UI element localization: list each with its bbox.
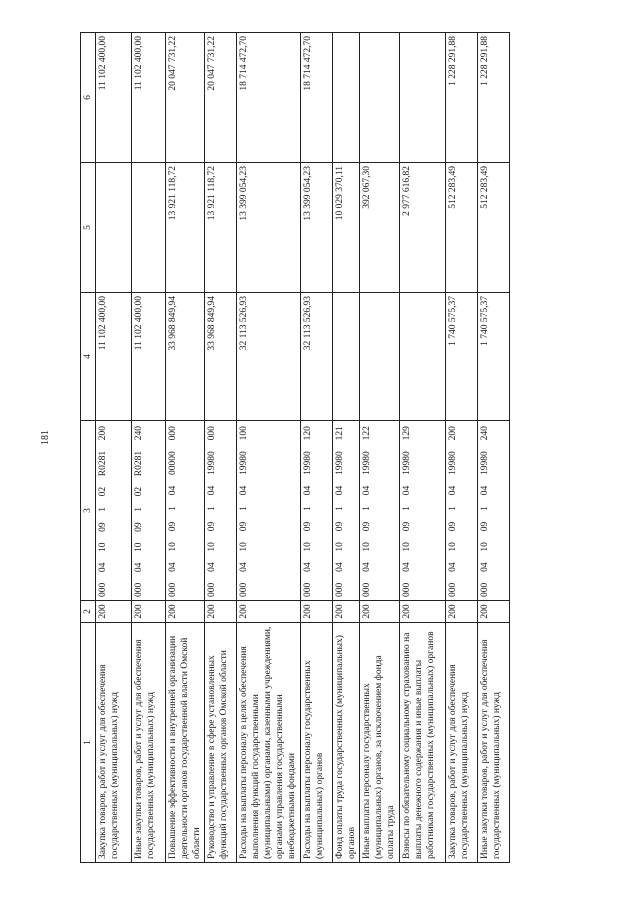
code-segment: 04 xyxy=(402,562,412,572)
code-segment: 09 xyxy=(239,521,249,532)
amount-col4 xyxy=(360,293,400,421)
code-segment: 1 xyxy=(303,506,313,511)
code-segment: 120 xyxy=(303,426,313,441)
admin-code: 200 xyxy=(333,601,360,623)
code-segments xyxy=(401,424,413,597)
code-segment: 04 xyxy=(448,485,458,496)
row-name: Иные закупки товаров, работ и услуг для обеспечения государственных (муниципальных) нужд xyxy=(132,623,166,863)
code-segment: 10 xyxy=(303,542,313,552)
code-segment: 04 xyxy=(402,485,412,496)
code-segment: 000 xyxy=(207,582,217,597)
code-segments xyxy=(479,424,491,597)
amount-col4: 11 102 400,00 xyxy=(96,293,132,421)
code-segment: 1 xyxy=(98,507,108,512)
code-segment: 04 xyxy=(335,562,345,572)
classification-code xyxy=(446,421,478,601)
amount-col5: 13 921 118,72 xyxy=(166,163,205,293)
code-segment: 04 xyxy=(303,562,313,572)
code-segment: 04 xyxy=(303,485,313,496)
code-segment: 10 xyxy=(480,542,490,552)
amount-col4: 1 740 575,37 xyxy=(446,293,478,421)
code-segment: 10 xyxy=(402,542,412,552)
amount-col6: 20 047 731,22 xyxy=(205,33,237,163)
amount-col6: 18 714 472,70 xyxy=(237,33,301,163)
table-row xyxy=(400,33,446,863)
table-row xyxy=(446,33,478,863)
code-segment: 09 xyxy=(402,521,412,532)
table-row xyxy=(301,33,333,863)
classification-code xyxy=(132,421,166,601)
code-segments xyxy=(206,424,218,597)
code-segment: 000 xyxy=(168,426,178,441)
budget-table xyxy=(80,32,510,863)
admin-code: 200 xyxy=(400,601,446,623)
amount-col4: 11 102 400,00 xyxy=(132,293,166,421)
row-name: Иные выплаты персоналу государственных (муниципальных) органов, за исключением фонда оплаты труда xyxy=(360,623,400,863)
classification-code xyxy=(205,421,237,601)
code-segment: 19980 xyxy=(402,451,412,475)
code-segment: 09 xyxy=(168,521,178,532)
code-segment: 04 xyxy=(335,485,345,496)
code-segment: 02 xyxy=(134,486,144,497)
code-segments xyxy=(167,424,179,597)
code-segment: 000 xyxy=(168,582,178,597)
code-segment: 000 xyxy=(362,582,372,597)
amount-col5: 392 067,30 xyxy=(360,163,400,293)
code-segment: 09 xyxy=(134,522,144,532)
amount-col4: 1 740 575,37 xyxy=(478,293,510,421)
code-segment: 1 xyxy=(239,506,249,511)
code-segment: 10 xyxy=(448,542,458,552)
code-segment: 09 xyxy=(362,521,372,532)
amount-col6: 1 228 291,88 xyxy=(478,33,510,163)
admin-code: 200 xyxy=(446,601,478,623)
classification-code xyxy=(166,421,205,601)
amount-col5: 2 977 616,82 xyxy=(400,163,446,293)
code-segment: 10 xyxy=(98,542,108,552)
code-segment: 000 xyxy=(303,582,313,597)
code-segment: 121 xyxy=(335,426,345,441)
code-segment: 000 xyxy=(207,426,217,441)
code-segment: 1 xyxy=(134,507,144,512)
amount-col6 xyxy=(333,33,360,163)
table-row xyxy=(166,33,205,863)
row-name: Повышение эффективности и внутренней организации деятельности органов государственной власти Омской области xyxy=(166,623,205,863)
code-segment: R0281 xyxy=(134,450,144,477)
code-segment: 10 xyxy=(168,542,178,552)
classification-code xyxy=(333,421,360,601)
amount-col5: 512 283,49 xyxy=(446,163,478,293)
code-segment: 240 xyxy=(480,426,490,441)
code-segment: 000 xyxy=(448,582,458,597)
amount-col4: 33 968 849,94 xyxy=(205,293,237,421)
code-segment: 19980 xyxy=(207,451,217,475)
code-segment: 04 xyxy=(168,562,178,572)
code-segment: 1 xyxy=(335,506,345,511)
code-segment: 1 xyxy=(480,506,490,511)
code-segments xyxy=(302,424,314,597)
amount-col5: 10 029 370,11 xyxy=(333,163,360,293)
amount-col4: 33 968 849,94 xyxy=(166,293,205,421)
table-row xyxy=(205,33,237,863)
code-segment: 10 xyxy=(362,542,372,552)
amount-col5 xyxy=(96,163,132,293)
table-row xyxy=(96,33,132,863)
admin-code: 200 xyxy=(301,601,333,623)
classification-code xyxy=(237,421,301,601)
code-segment: 09 xyxy=(303,521,313,532)
code-segment: 1 xyxy=(402,506,412,511)
code-segment: 100 xyxy=(239,426,249,441)
code-segments xyxy=(361,424,373,597)
admin-code: 200 xyxy=(205,601,237,623)
admin-code: 200 xyxy=(166,601,205,623)
header-cell: 4 xyxy=(81,293,96,421)
code-segment: 122 xyxy=(362,426,372,441)
row-name: Расходы на выплаты персоналу в целях обеспечения выполнения функций государственными (муниципальными) органами, казенными учреждениями, органами управления государственными внебюджетными фондами xyxy=(237,623,301,863)
code-segment: 09 xyxy=(207,521,217,532)
code-segment: 04 xyxy=(239,485,249,496)
table-row xyxy=(333,33,360,863)
classification-code xyxy=(96,421,132,601)
code-segment: 00000 xyxy=(168,451,178,475)
amount-col6: 11 102 400,00 xyxy=(132,33,166,163)
code-segment: 1 xyxy=(448,506,458,511)
code-segment: 09 xyxy=(98,522,108,532)
code-segment: 19980 xyxy=(335,451,345,475)
code-segment: 000 xyxy=(335,582,345,597)
amount-col5: 13 399 054,23 xyxy=(301,163,333,293)
budget-table-rotated xyxy=(80,33,580,863)
code-segment: 1 xyxy=(362,506,372,511)
classification-code xyxy=(400,421,446,601)
admin-code: 200 xyxy=(96,601,132,623)
amount-col6 xyxy=(400,33,446,163)
row-name: Расходы на выплаты персоналу государственных (муниципальных) органов xyxy=(301,623,333,863)
code-segment: 04 xyxy=(207,485,217,496)
row-name: Закупка товаров, работ и услуг для обеспечения государственных (муниципальных) нужд xyxy=(96,623,132,863)
code-segment: 10 xyxy=(134,542,144,552)
code-segment: 000 xyxy=(480,582,490,597)
code-segment: 000 xyxy=(239,582,249,597)
header-cell: 3 xyxy=(81,421,96,601)
code-segments xyxy=(334,424,346,597)
code-segment: 04 xyxy=(480,485,490,496)
amount-col5: 512 283,49 xyxy=(478,163,510,293)
code-segment: 04 xyxy=(168,485,178,496)
row-name: Иные закупки товаров, работ и услуг для обеспечения государственных (муниципальных) нужд xyxy=(478,623,510,863)
amount-col6: 20 047 731,22 xyxy=(166,33,205,163)
header-cell: 5 xyxy=(81,163,96,293)
amount-col6: 11 102 400,00 xyxy=(96,33,132,163)
code-segment: 1 xyxy=(207,506,217,511)
admin-code: 200 xyxy=(132,601,166,623)
classification-code xyxy=(301,421,333,601)
admin-code: 200 xyxy=(237,601,301,623)
amount-col5: 13 921 118,72 xyxy=(205,163,237,293)
code-segment: 129 xyxy=(402,426,412,441)
code-segment: 19980 xyxy=(448,451,458,475)
code-segment: 04 xyxy=(448,562,458,572)
code-segment: 04 xyxy=(98,562,108,573)
row-name: Взносы по обязательному социальному страхованию на выплаты денежного содержания и иные выплаты работникам государственных (муниципальных) органов xyxy=(400,623,446,863)
amount-col5 xyxy=(132,163,166,293)
amount-col4 xyxy=(333,293,360,421)
header-cell: 2 xyxy=(81,601,96,623)
code-segment: 19980 xyxy=(239,451,249,475)
row-name: Фонд оплаты труда государственных (муниципальных) органов xyxy=(333,623,360,863)
amount-col4: 32 113 526,93 xyxy=(301,293,333,421)
code-segment: 04 xyxy=(362,562,372,572)
code-segments xyxy=(238,424,250,597)
code-segment: 19980 xyxy=(362,451,372,475)
code-segment: 200 xyxy=(448,426,458,441)
admin-code: 200 xyxy=(478,601,510,623)
code-segment: 04 xyxy=(239,562,249,572)
code-segment: 240 xyxy=(134,426,144,441)
row-name: Руководство и управление в сфере установленных функций государственных органов Омской области xyxy=(205,623,237,863)
amount-col6: 1 228 291,88 xyxy=(446,33,478,163)
admin-code: 200 xyxy=(360,601,400,623)
code-segment: 1 xyxy=(168,506,178,511)
code-segment: 10 xyxy=(239,542,249,552)
code-segment: 04 xyxy=(480,562,490,572)
table-row xyxy=(478,33,510,863)
code-segment: 04 xyxy=(134,562,144,573)
code-segment: 19980 xyxy=(303,451,313,475)
table-row xyxy=(237,33,301,863)
code-segment: 02 xyxy=(98,486,108,497)
code-segments xyxy=(97,424,109,597)
amount-col4 xyxy=(400,293,446,421)
code-segment: 09 xyxy=(480,521,490,532)
header-row xyxy=(81,33,96,863)
amount-col4: 32 113 526,93 xyxy=(237,293,301,421)
code-segment: 000 xyxy=(134,582,144,597)
code-segment: 000 xyxy=(98,582,108,597)
code-segment: R0281 xyxy=(98,450,108,477)
code-segment: 09 xyxy=(448,521,458,532)
row-name: Закупка товаров, работ и услуг для обеспечения государственных (муниципальных) нужд xyxy=(446,623,478,863)
code-segment: 10 xyxy=(207,542,217,552)
table-row xyxy=(360,33,400,863)
code-segments xyxy=(447,424,459,597)
amount-col5: 13 399 054,23 xyxy=(237,163,301,293)
header-cell: 1 xyxy=(81,623,96,863)
amount-col6: 18 714 472,70 xyxy=(301,33,333,163)
classification-code xyxy=(360,421,400,601)
code-segment: 09 xyxy=(335,521,345,532)
code-segment: 04 xyxy=(207,562,217,572)
code-segments xyxy=(133,424,145,597)
page-number: 181 xyxy=(40,430,51,445)
classification-code xyxy=(478,421,510,601)
header-cell: 6 xyxy=(81,33,96,163)
code-segment: 200 xyxy=(98,426,108,441)
amount-col6 xyxy=(360,33,400,163)
table-row xyxy=(132,33,166,863)
code-segment: 10 xyxy=(335,542,345,552)
code-segment: 04 xyxy=(362,485,372,496)
code-segment: 000 xyxy=(402,582,412,597)
code-segment: 19980 xyxy=(480,451,490,475)
